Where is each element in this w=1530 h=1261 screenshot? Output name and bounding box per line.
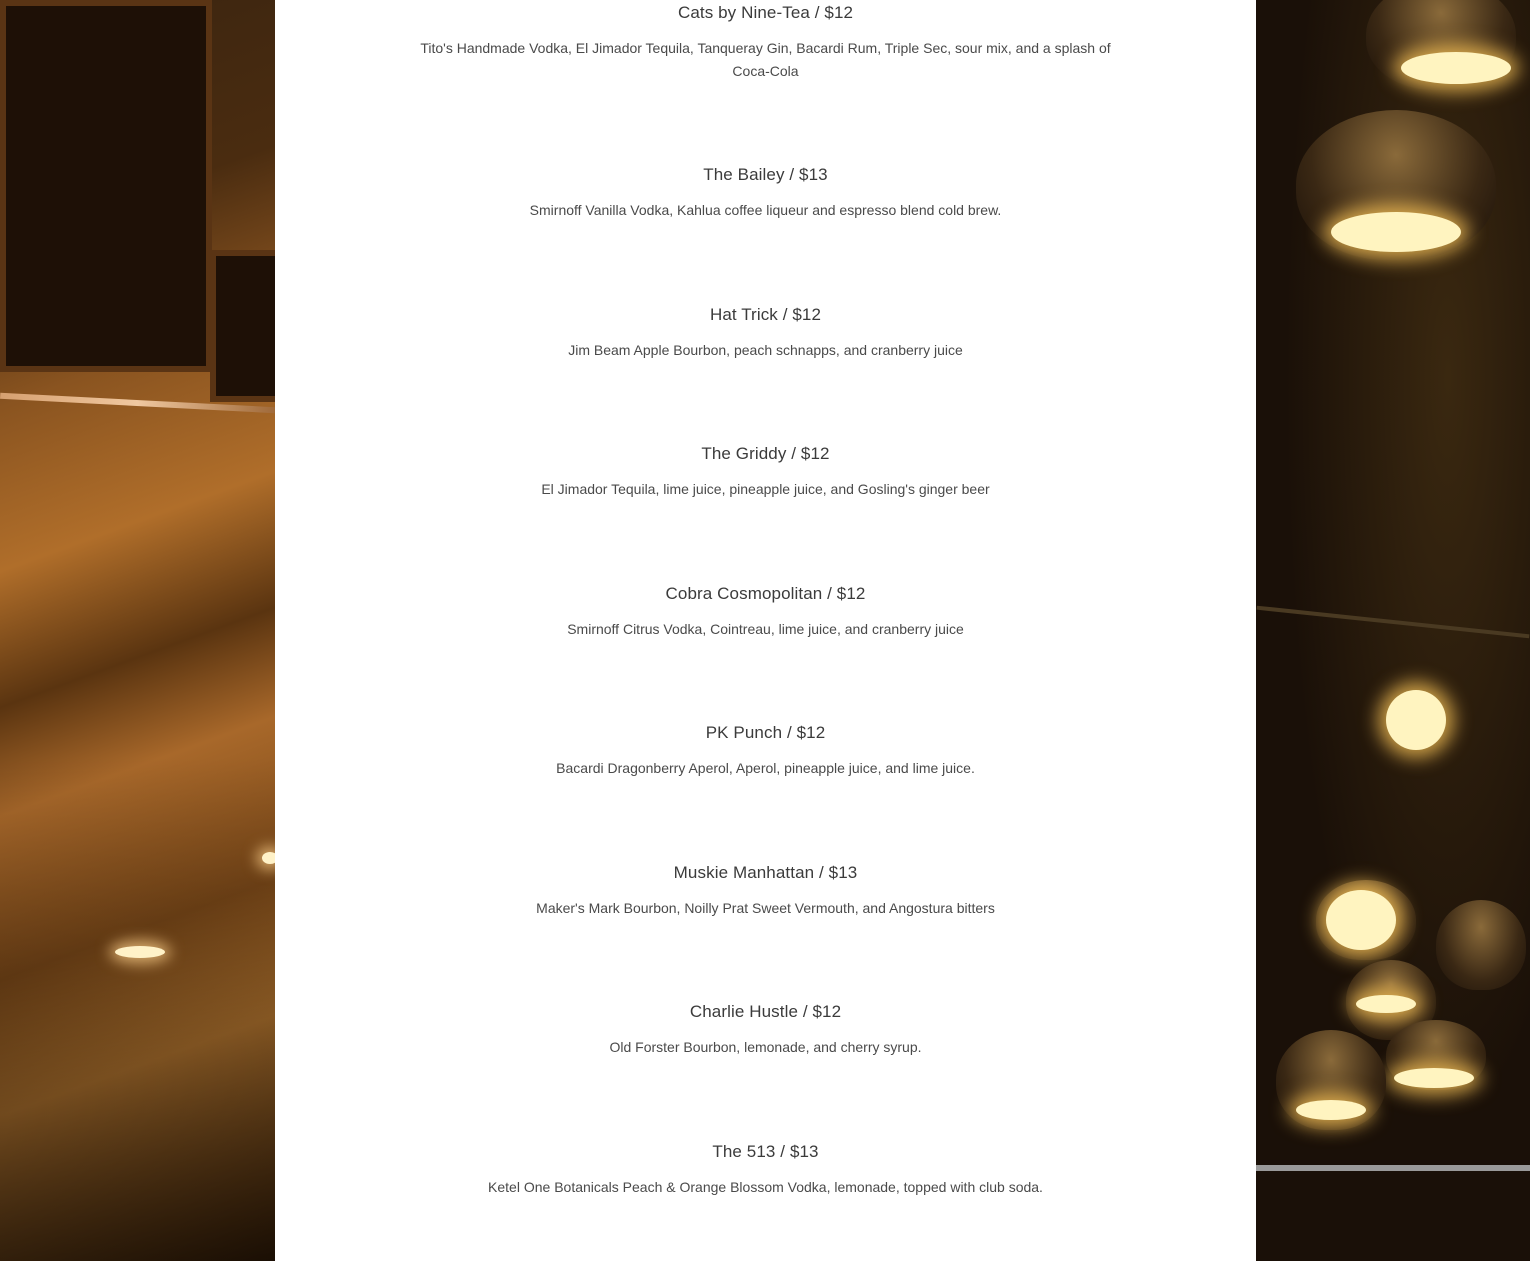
window-frame [0,0,212,372]
menu-item-the-griddy [275,441,1256,501]
menu-item-title: The Griddy / $12 [701,444,830,463]
menu-item-description: Ketel One Botanicals Peach & Orange Blossom Vodka, lemonade, topped with club soda. [488,1179,1043,1195]
menu-item-title: Charlie Hustle / $12 [689,1002,842,1021]
background-photo-left [0,0,275,1261]
menu-item-hat-trick [275,302,1256,362]
floor-light [262,852,275,864]
menu-item-title: Muskie Manhattan / $13 [673,863,858,882]
menu-item-the-513 [275,1139,1256,1199]
menu-item-description: Maker's Mark Bourbon, Noilly Prat Sweet Vermouth, and Angostura bitters [536,900,995,916]
menu-item-cobra-cosmopolitan [275,581,1256,641]
lamp-light [1401,52,1511,84]
pendant-lamp [1436,900,1526,990]
lamp-light [1296,1100,1366,1120]
lamp-light [1356,995,1416,1013]
menu-item-muskie-manhattan [275,860,1256,920]
menu-item-description: Smirnoff Vanilla Vodka, Kahlua coffee liqueur and espresso blend cold brew. [529,202,1002,218]
floor-light [115,946,165,958]
lamp-light [1331,212,1461,252]
menu-item-title: PK Punch / $12 [705,723,826,742]
lamp-light [1386,690,1446,750]
beam [1257,606,1530,639]
beam [1256,1165,1530,1171]
lamp-light [1326,890,1396,950]
menu-panel [275,0,1256,1261]
lamp-light [1394,1068,1474,1088]
menu-item-title: Cats by Nine-Tea / $12 [677,3,854,22]
menu-item-pk-punch [275,720,1256,780]
menu-item-description: Tito's Handmade Vodka, El Jimador Tequila, Tanqueray Gin, Bacardi Rum, Triple Sec, sour mix, and a splash of Coca-Cola [420,40,1111,79]
menu-item-charlie-hustle [275,999,1256,1059]
menu-item-title: The 513 / $13 [712,1142,819,1161]
menu-item-title: The Bailey / $13 [703,165,828,184]
menu-item-description: Bacardi Dragonberry Aperol, Aperol, pineapple juice, and lime juice. [556,760,975,776]
menu-item-description: Jim Beam Apple Bourbon, peach schnapps, and cranberry juice [568,342,963,358]
menu-item-the-bailey [275,162,1256,222]
menu-item-description: Old Forster Bourbon, lemonade, and cherry syrup. [609,1039,922,1055]
window-frame [210,250,275,402]
menu-item-title: Hat Trick / $12 [709,305,822,324]
menu-item-description: El Jimador Tequila, lime juice, pineapple juice, and Gosling's ginger beer [541,481,990,497]
menu-item-cats-by-nine-tea [275,0,1256,83]
menu-item-title: Cobra Cosmopolitan / $12 [665,584,866,603]
menu-item-description: Smirnoff Citrus Vodka, Cointreau, lime juice, and cranberry juice [567,621,964,637]
background-photo-right [1256,0,1530,1261]
